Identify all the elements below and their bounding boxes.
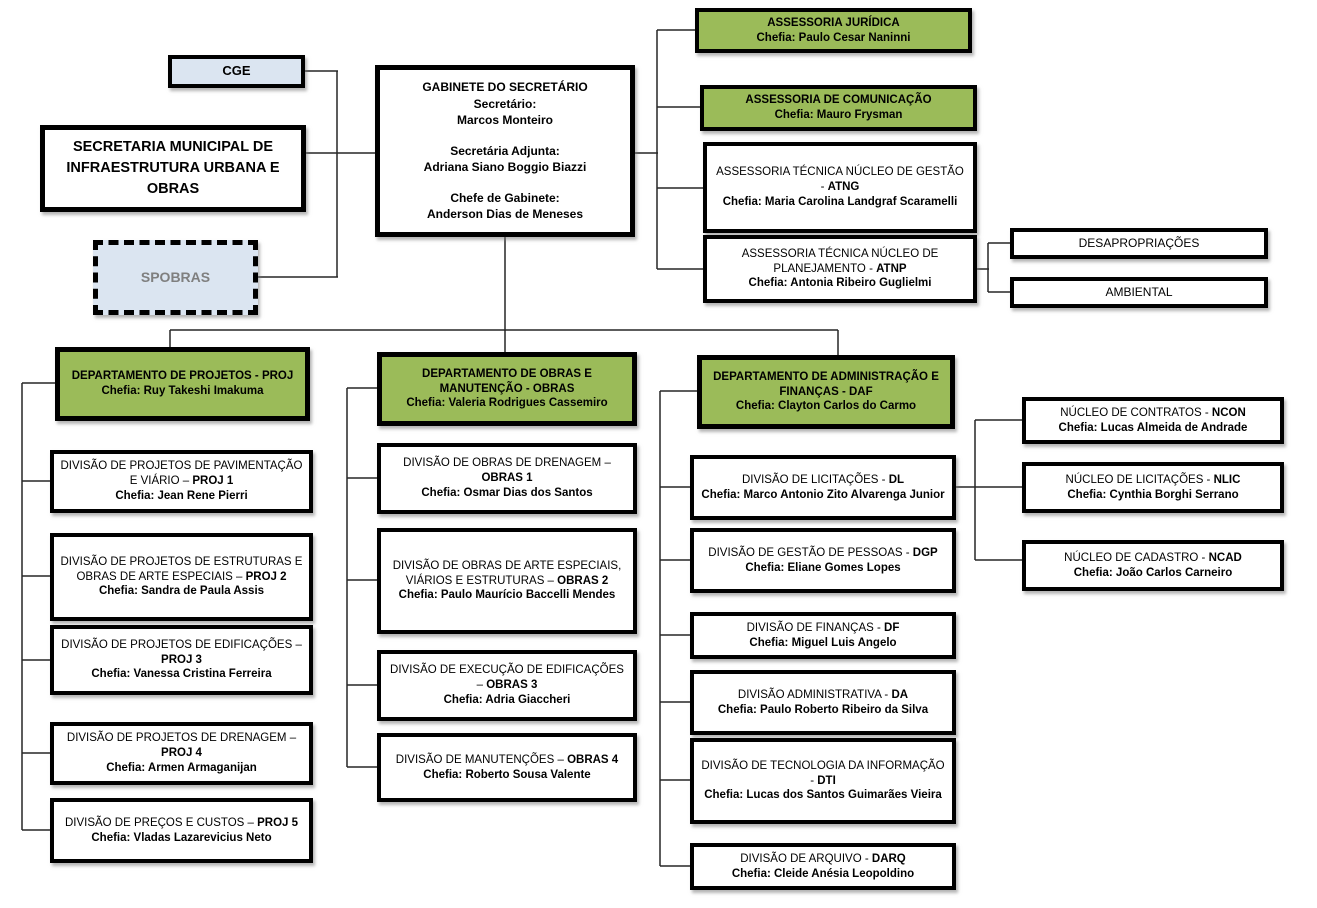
node-gabinete	[375, 65, 635, 237]
node-proj1	[50, 450, 313, 513]
node-chief: Chefia: Osmar Dias dos Santos	[421, 486, 593, 499]
node-chief: Chefia: Armen Armaganijan	[106, 761, 257, 774]
node-chief: Chefia: Clayton Carlos do Carmo	[735, 400, 917, 413]
node-atng	[703, 142, 977, 233]
gabinete-secretary-label: Secretário:	[473, 96, 537, 111]
node-chief: Chefia: Adria Giaccheri	[443, 693, 571, 706]
node-title: DIVISÃO ADMINISTRATIVA - DA	[737, 688, 909, 701]
node-chief: Chefia: Sandra de Paula Assis	[98, 585, 265, 598]
node-acronym: PROJ 1	[192, 475, 234, 488]
node-chief: Chefia: João Carlos Carneiro	[1073, 566, 1233, 579]
node-label: AMBIENTAL	[1105, 284, 1173, 299]
node-title: DIVISÃO DE OBRAS DE ARTE ESPECIAIS, VIÁRIOS E ESTRUTURAS – OBRAS 2	[392, 559, 622, 587]
node-title: DIVISÃO DE TECNOLOGIA DA INFORMAÇÃO - DTI	[701, 759, 945, 787]
node-title: ASSESSORIA JURÍDICA	[767, 16, 900, 29]
node-acronym: PROJ 5	[257, 816, 299, 829]
node-chief: Chefia: Lucas Almeida de Andrade	[1058, 421, 1248, 434]
node-chief: Chefia: Vanessa Cristina Ferreira	[91, 668, 272, 681]
node-proj2	[50, 533, 313, 621]
node-proj3	[50, 625, 313, 695]
node-title: DIVISÃO DE FINANÇAS - DF	[746, 621, 900, 634]
node-label: CGE	[222, 63, 251, 79]
node-ncon	[1022, 397, 1284, 444]
node-ncad	[1022, 540, 1284, 591]
node-chief: Chefia: Vladas Lazarevicius Neto	[91, 831, 272, 844]
node-acronym: DL	[888, 473, 905, 486]
node-obras1	[377, 443, 637, 514]
node-title: DEPARTAMENTO DE OBRAS E MANUTENÇÃO - OBRAS	[422, 367, 592, 395]
node-title: DIVISÃO DE EXECUÇÃO DE EDIFICAÇÕES – OBRAS 3	[390, 664, 624, 692]
node-title: DIVISÃO DE PROJETOS DE EDIFICAÇÕES – PROJ 3	[61, 638, 302, 666]
node-title: DIVISÃO DE PROJETOS DE DRENAGEM – PROJ 4	[66, 732, 297, 760]
node-title: ASSESSORIA TÉCNICA NÚCLEO DE GESTÃO - ATNG	[716, 166, 964, 194]
node-proj4	[50, 722, 313, 785]
node-acronym: DAF	[849, 385, 873, 398]
node-obras4	[377, 733, 637, 802]
node-title: NÚCLEO DE CADASTRO - NCAD	[1064, 551, 1242, 564]
node-desapropriacoes	[1010, 228, 1268, 259]
node-acronym: NCAD	[1208, 551, 1242, 564]
node-chief: Chefia: Paulo Roberto Ribeiro da Silva	[717, 703, 929, 716]
node-acronym: OBRAS 1	[481, 472, 533, 485]
node-label: DESAPROPRIAÇÕES	[1078, 235, 1200, 250]
node-title: DIVISÃO DE MANUTENÇÕES – OBRAS 4	[395, 753, 619, 766]
node-title: DEPARTAMENTO DE ADMINISTRAÇÃO E FINANÇAS - DAF	[713, 370, 939, 398]
node-dept-obras	[377, 352, 637, 426]
node-chief: Chefia: Ruy Takeshi Imakuma	[101, 385, 264, 397]
node-chief: Chefia: Mauro Frysman	[774, 109, 903, 121]
node-ambiental	[1010, 277, 1268, 308]
node-cge	[168, 55, 305, 88]
node-title: DIVISÃO DE PROJETOS DE PAVIMENTAÇÃO E VIÁRIO – PROJ 1	[60, 460, 303, 488]
node-title: DIVISÃO DE ARQUIVO - DARQ	[740, 852, 906, 865]
node-acronym: PROJ	[261, 370, 294, 383]
node-spobras	[93, 240, 258, 315]
node-obras2	[377, 528, 637, 634]
node-chief: Chefia: Maria Carolina Landgraf Scaramelli	[722, 195, 958, 208]
node-acronym: OBRAS 4	[567, 753, 619, 766]
node-assessoria-comunicacao	[700, 85, 977, 131]
node-acronym: OBRAS	[532, 382, 575, 395]
node-acronym: ATNP	[876, 262, 907, 275]
node-assessoria-juridica	[695, 8, 972, 53]
node-title: DIVISÃO DE PROJETOS DE ESTRUTURAS E OBRAS DE ARTE ESPECIAIS – PROJ 2	[60, 555, 303, 583]
node-dept-proj	[55, 347, 310, 421]
node-chief: Chefia: Valeria Rodrigues Cassemiro	[406, 397, 608, 410]
node-acronym: ATNG	[827, 181, 860, 194]
node-acronym: DTI	[817, 774, 836, 787]
node-title: ASSESSORIA DE COMUNICAÇÃO	[745, 94, 932, 107]
node-label: SPOBRAS	[140, 269, 211, 286]
node-chief: Chefia: Eliane Gomes Lopes	[745, 561, 901, 574]
node-obras3	[377, 650, 637, 721]
gabinete-chief-of-staff-label: Chefe de Gabinete:	[450, 191, 560, 206]
node-dept-daf	[697, 355, 955, 429]
node-chief: Chefia: Antonia Ribeiro Guglielmi	[748, 277, 932, 290]
node-acronym: PROJ 3	[161, 653, 202, 666]
node-chief: Chefia: Cleide Anésia Leopoldino	[731, 867, 915, 880]
node-acronym: PROJ 2	[245, 570, 287, 583]
node-title: DIVISÃO DE OBRAS DE DRENAGEM – OBRAS 1	[403, 457, 611, 485]
node-title: NÚCLEO DE LICITAÇÕES - NLIC	[1065, 473, 1241, 486]
node-chief: Chefia: Cynthia Borghi Serrano	[1067, 488, 1239, 501]
node-atnp	[703, 235, 977, 303]
node-title: DIVISÃO DE LICITAÇÕES - DL	[741, 473, 905, 486]
node-title: DIVISÃO DE GESTÃO DE PESSOAS - DGP	[708, 546, 938, 559]
node-chief: Chefia: Marco Antonio Zito Alvarenga Junior	[701, 488, 945, 501]
node-title: NÚCLEO DE CONTRATOS - NCON	[1060, 406, 1246, 419]
gabinete-deputy-label: Secretária Adjunta:	[450, 143, 560, 158]
gabinete-secretary-name: Marcos Monteiro	[456, 112, 553, 127]
node-title: ASSESSORIA TÉCNICA NÚCLEO DE PLANEJAMENTO - ATNP	[741, 247, 939, 275]
node-acronym: PROJ 4	[161, 747, 202, 760]
node-acronym: NCON	[1211, 406, 1246, 419]
node-secretaria	[40, 125, 306, 212]
node-chief: Chefia: Miguel Luis Angelo	[749, 636, 897, 649]
node-da	[690, 670, 956, 735]
node-title: DIVISÃO DE PREÇOS E CUSTOS – PROJ 5	[64, 816, 299, 829]
node-acronym: DA	[891, 688, 909, 701]
node-title: DEPARTAMENTO DE PROJETOS - PROJ	[71, 370, 294, 383]
node-dgp	[690, 528, 956, 593]
node-chief: Chefia: Paulo Cesar Naninni	[756, 31, 911, 44]
node-chief: Chefia: Jean Rene Pierri	[115, 489, 248, 502]
node-acronym: OBRAS 2	[557, 574, 609, 587]
node-acronym: DARQ	[871, 852, 906, 865]
node-acronym: DF	[884, 621, 900, 634]
node-chief: Chefia: Lucas dos Santos Guimarães Vieira	[704, 789, 942, 802]
node-label: SECRETARIA MUNICIPAL DE INFRAESTRUTURA URBANA E OBRAS	[66, 138, 280, 197]
node-df	[690, 612, 956, 659]
gabinete-deputy-name: Adriana Siano Boggio Biazzi	[423, 160, 587, 175]
node-acronym: NLIC	[1213, 473, 1241, 486]
node-chief: Chefia: Roberto Sousa Valente	[423, 768, 591, 781]
node-dl	[690, 455, 956, 520]
node-darq	[690, 843, 956, 890]
node-acronym: DGP	[912, 546, 938, 559]
node-proj5	[50, 798, 313, 863]
node-nlic	[1022, 462, 1284, 513]
node-dti	[690, 738, 956, 824]
node-acronym: OBRAS 3	[486, 679, 538, 692]
gabinete-chief-of-staff-name: Anderson Dias de Meneses	[426, 207, 584, 222]
node-chief: Chefia: Paulo Maurício Baccelli Mendes	[398, 589, 616, 602]
node-title: GABINETE DO SECRETÁRIO	[422, 80, 588, 95]
